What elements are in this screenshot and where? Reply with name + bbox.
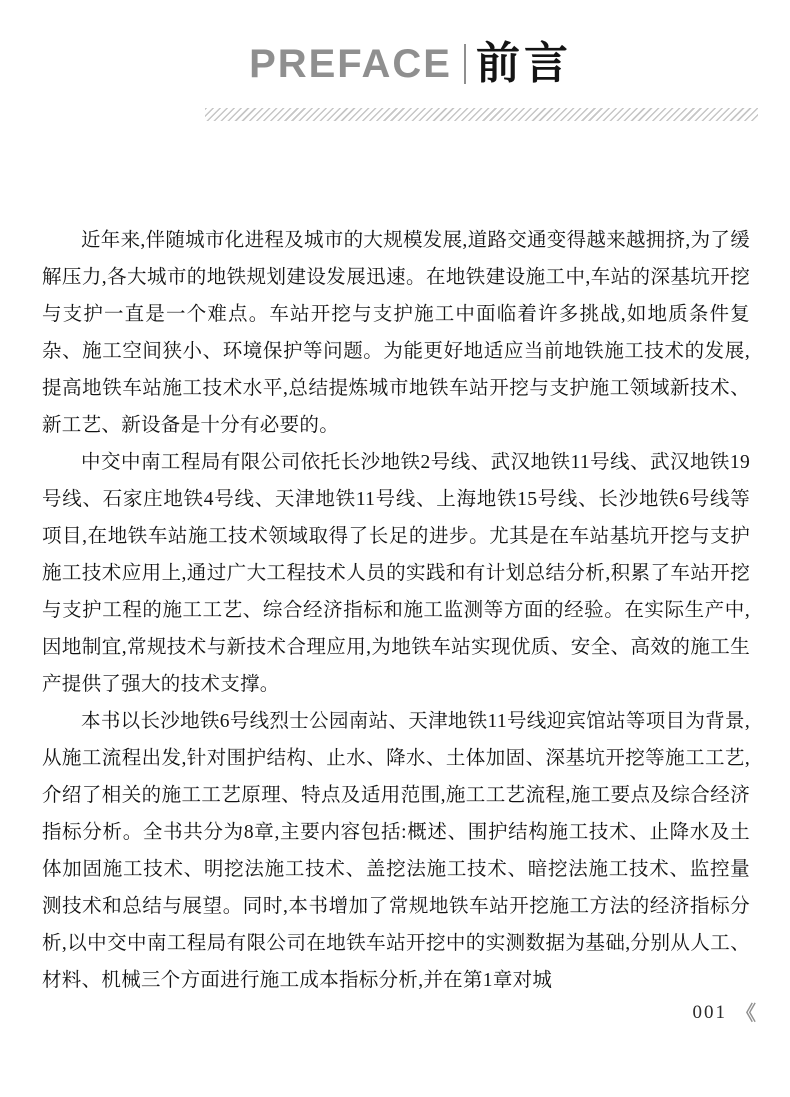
page-footer <box>693 1002 757 1024</box>
preface-body <box>42 222 750 999</box>
header-divider <box>464 44 466 84</box>
header-title-group <box>249 39 572 88</box>
preface-english-title: PREFACE <box>249 42 452 86</box>
page-number: 001 <box>692 1002 727 1023</box>
paragraph-2: 中交中南工程局有限公司依托长沙地铁2号线、武汉地铁11号线、武汉地铁19号线、石家庄地铁4号线、天津地铁11号线、上海地铁15号线、长沙地铁6号线等项目,在地铁车站施工技术领域取得了长足的进步。尤其是在车站基坑开挖与支护施工技术应用上,通过广大工程技术人员的实践和有计划总结分析,积累了车站开挖与支护工程的施工工艺、综合经济指标和施工监测等方面的经验。在实际生产中,因地制宜,常规技术与新技术合理应用,为地铁车站实现优质、安全、高效的施工生产提供了强大的技术支撑。 <box>42 452 750 695</box>
paragraph-1: 近年来,伴随城市化进程及城市的大规模发展,道路交通变得越来越拥挤,为了缓解压力,各大城市的地铁规划建设发展迅速。在地铁建设施工中,车站的深基坑开挖与支护一直是一个难点。车站开挖与支护施工中面临着许多挑战,如地质条件复杂、施工空间狭小、环境保护等问题。为能更好地适应当前地铁施工技术的发展,提高地铁车站施工技术水平,总结提炼城市地铁车站开挖与支护施工领域新技术、新工艺、新设备是十分有必要的。 <box>42 230 750 436</box>
preface-chinese-title: 前言 <box>476 39 572 88</box>
page-header <box>0 39 790 98</box>
left-guillemet-icon: 《 <box>736 1001 756 1025</box>
hatch-decoration-bar <box>205 108 758 121</box>
paragraph-3: 本书以长沙地铁6号线烈士公园南站、天津地铁11号线迎宾馆站等项目为背景,从施工流程出发,针对围护结构、止水、降水、土体加固、深基坑开挖等施工工艺,介绍了相关的施工工艺原理、特点及适用范围,施工工艺流程,施工要点及综合经济指标分析。全书共分为8章,主要内容包括:概述、围护结构施工技术、止降水及土体加固施工技术、明挖法施工技术、盖挖法施工技术、暗挖法施工技术、监控量测技术和总结与展望。同时,本书增加了常规地铁车站开挖施工方法的经济指标分析,以中交中南工程局有限公司在地铁车站开挖中的实测数据为基础,分别从人工、材料、机械三个方面进行施工成本指标分析,并在第1章对城 <box>42 711 750 991</box>
